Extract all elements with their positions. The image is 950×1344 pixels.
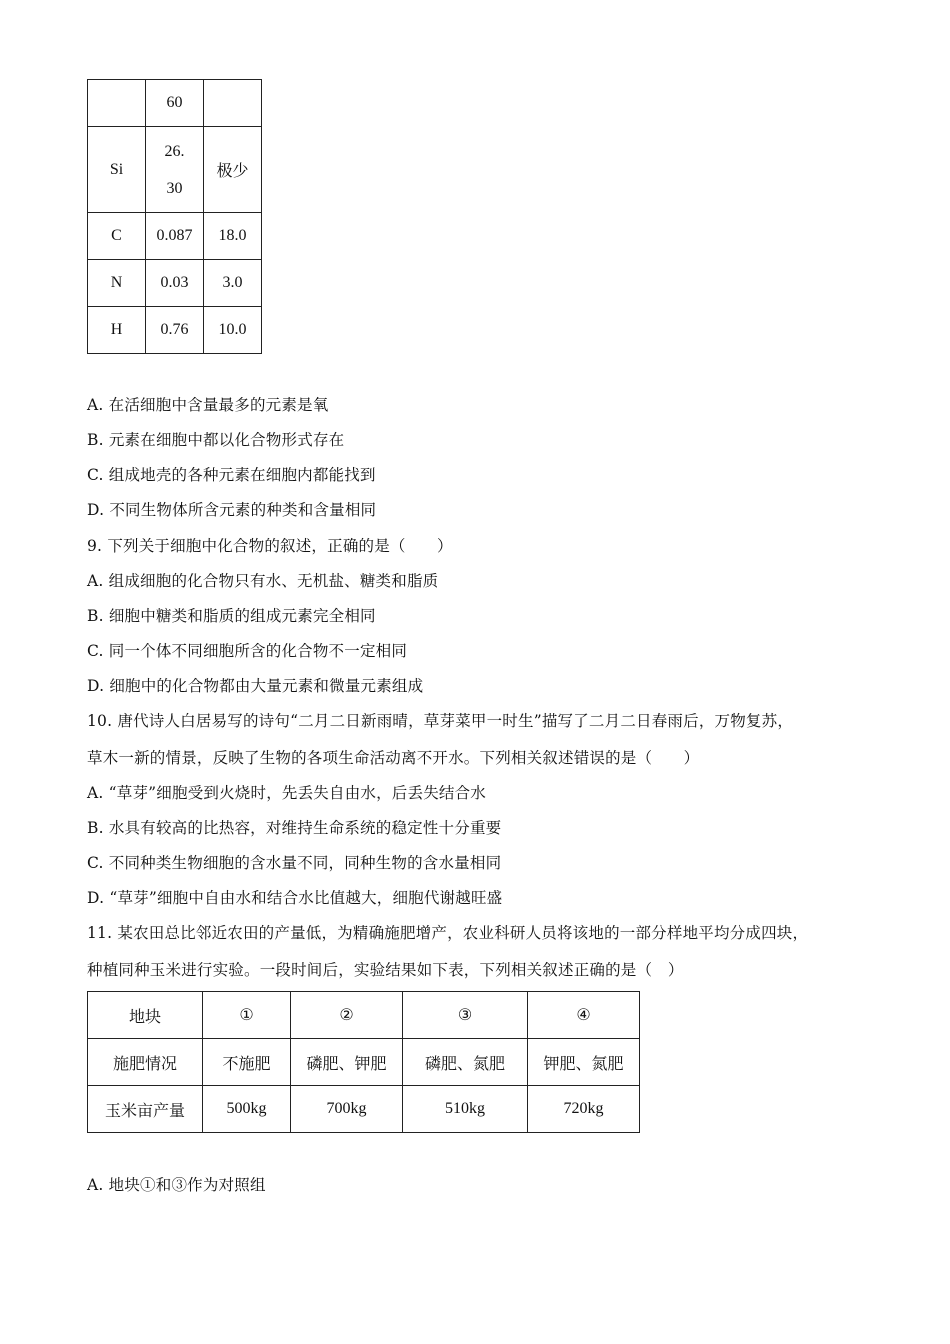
option-c: C. 不同种类生物细胞的含水量不同，同种生物的含水量相同 xyxy=(87,854,502,872)
table-header-row xyxy=(88,992,640,1039)
question-10-stem-line2: 草木一新的情景，反映了生物的各项生命活动离不开水。下列相关叙述错误的是（ ） xyxy=(87,749,700,767)
question-11-stem-line1: 11. 某农田总比邻近农田的产量低，为精确施肥增产，农业科研人员将该地的一部分样地平均分成四块， xyxy=(87,924,809,942)
table-cell: Si xyxy=(88,127,146,213)
option-b: B. 细胞中糖类和脂质的组成元素完全相同 xyxy=(87,607,376,625)
option-a: A. “草芽”细胞受到火烧时，先丢失自由水，后丢失结合水 xyxy=(87,784,486,802)
table-cell: C xyxy=(88,213,146,260)
table-cell: 0.03 xyxy=(146,260,204,307)
table-row xyxy=(88,213,262,260)
table-cell: 钾肥、氮肥 xyxy=(528,1039,640,1086)
table-cell xyxy=(146,127,204,213)
table-cell: 地块 xyxy=(88,992,203,1039)
table-cell xyxy=(204,80,262,127)
table-row xyxy=(88,307,262,354)
table-cell-line: 26. xyxy=(164,142,185,160)
table-cell: ② xyxy=(291,992,403,1039)
table-cell: 3.0 xyxy=(204,260,262,307)
table-cell: 施肥情况 xyxy=(88,1039,203,1086)
table-cell: 磷肥、钾肥 xyxy=(291,1039,403,1086)
table-row xyxy=(88,1039,640,1086)
table-cell xyxy=(88,80,146,127)
table-cell: 10.0 xyxy=(204,307,262,354)
option-b: B. 元素在细胞中都以化合物形式存在 xyxy=(87,431,345,449)
question-11-stem-line2: 种植同种玉米进行实验。一段时间后，实验结果如下表，下列相关叙述正确的是（ ） xyxy=(87,961,684,979)
option-a: A. 地块①和③作为对照组 xyxy=(87,1176,266,1194)
table-cell: 不施肥 xyxy=(203,1039,291,1086)
table-cell: 磷肥、氮肥 xyxy=(403,1039,528,1086)
element-content-table xyxy=(87,79,262,354)
question-9-stem: 9. 下列关于细胞中化合物的叙述，正确的是（ ） xyxy=(87,537,453,555)
table-cell: H xyxy=(88,307,146,354)
table-cell-line: 30 xyxy=(166,179,183,197)
table-cell: 0.087 xyxy=(146,213,204,260)
table-cell: ③ xyxy=(403,992,528,1039)
table-cell: 玉米亩产量 xyxy=(88,1086,203,1133)
table-cell: 0.76 xyxy=(146,307,204,354)
option-c: C. 组成地壳的各种元素在细胞内都能找到 xyxy=(87,466,376,484)
option-d: D. “草芽”细胞中自由水和结合水比值越大，细胞代谢越旺盛 xyxy=(87,889,503,907)
table-cell: ④ xyxy=(528,992,640,1039)
table-row xyxy=(88,80,262,127)
option-b: B. 水具有较高的比热容，对维持生命系统的稳定性十分重要 xyxy=(87,819,502,837)
question-10-stem-line1: 10. 唐代诗人白居易写的诗句“二月二日新雨晴，草芽菜甲一时生”描写了二月二日春雨后，万物复苏， xyxy=(87,712,794,730)
table-cell: 720kg xyxy=(528,1086,640,1133)
option-d: D. 细胞中的化合物都由大量元素和微量元素组成 xyxy=(87,677,424,695)
fertilizer-yield-table xyxy=(87,991,640,1133)
table-row xyxy=(88,1086,640,1133)
table-cell: 500kg xyxy=(203,1086,291,1133)
table-cell: 60 xyxy=(146,80,204,127)
option-d: D. 不同生物体所含元素的种类和含量相同 xyxy=(87,501,377,519)
table-cell: 极少 xyxy=(204,127,262,213)
table-cell: 18.0 xyxy=(204,213,262,260)
table-cell: N xyxy=(88,260,146,307)
table-cell: 700kg xyxy=(291,1086,403,1133)
option-a: A. 在活细胞中含量最多的元素是氧 xyxy=(87,396,329,414)
option-c: C. 同一个体不同细胞所含的化合物不一定相同 xyxy=(87,642,408,660)
table-row xyxy=(88,127,262,213)
table-cell: ① xyxy=(203,992,291,1039)
table-row xyxy=(88,260,262,307)
table-cell: 510kg xyxy=(403,1086,528,1133)
option-a: A. 组成细胞的化合物只有水、无机盐、糖类和脂质 xyxy=(87,572,439,590)
